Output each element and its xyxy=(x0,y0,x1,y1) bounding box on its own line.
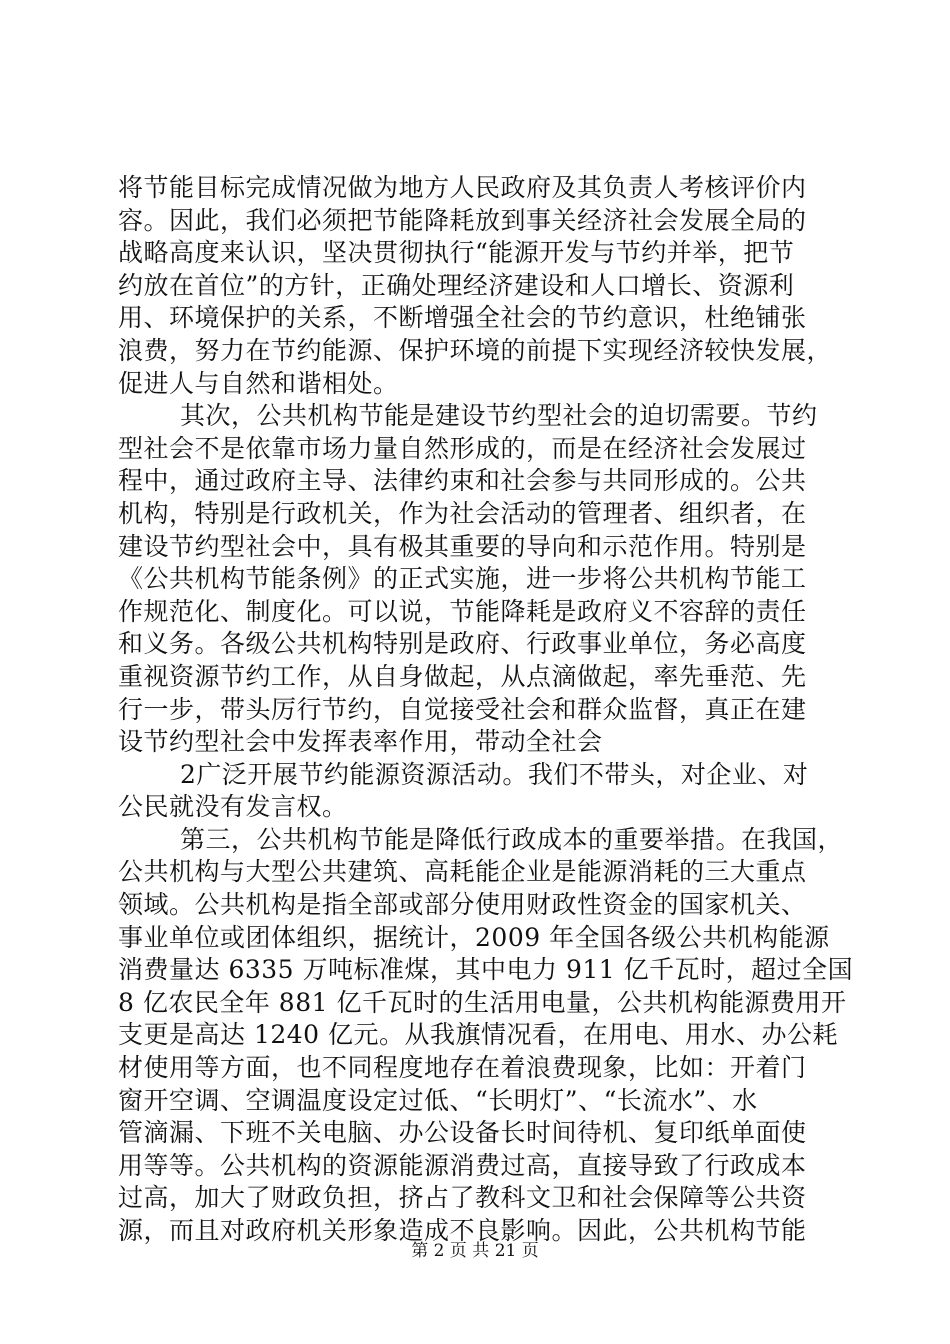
text-line: 公共机构与大型公共建筑、高耗能企业是能源消耗的三大重点 xyxy=(118,857,807,887)
page-number: 第 2 页 共 21 页 xyxy=(411,1241,539,1261)
text-line: 战略高度来认识，坚决贯彻执行“能源开发与节约并举，把节 xyxy=(118,238,795,268)
text-line: 作规范化、制度化。可以说，节能降耗是政府义不容辞的责任 xyxy=(118,596,807,626)
text-line: 8 亿农民全年 881 亿千瓦时的生活用电量，公共机构能源费用开 xyxy=(118,987,847,1017)
page-footer xyxy=(0,1236,950,1261)
text-line: 过高，加大了财政负担，挤占了教科文卫和社会保障等公共资 xyxy=(118,1183,807,1213)
text-line: 管滴漏、下班不关电脑、办公设备长时间待机、复印纸单面使 xyxy=(118,1118,807,1148)
text-line: 行一步，带头厉行节约，自觉接受社会和群众监督，真正在建 xyxy=(118,694,807,724)
text-line: 将节能目标完成情况做为地方人民政府及其负责人考核评价内 xyxy=(118,173,807,202)
text-line: 和义务。各级公共机构特别是政府、行政事业单位，务必高度 xyxy=(118,629,807,659)
text-line: 重视资源节约工作，从自身做起，从点滴做起，率先垂范、先 xyxy=(118,661,807,691)
text-line: 用、环境保护的关系，不断增强全社会的节约意识，杜绝铺张 xyxy=(118,303,807,333)
text-line: 《公共机构节能条例》的正式实施，进一步将公共机构节能工 xyxy=(118,564,807,594)
text-line: 促进人与自然和谐相处。 xyxy=(118,368,399,398)
text-line: 材使用等方面，也不同程度地存在着浪费现象，比如：开着门 xyxy=(118,1053,807,1083)
text-line: 公民就没有发言权。 xyxy=(118,792,348,822)
text-line: 源，而且对政府机关形象造成不良影响。因此，公共机构节能 xyxy=(118,1216,807,1245)
text-line: 机构，特别是行政机关，作为社会活动的管理者、组织者，在 xyxy=(118,498,807,528)
text-line: 容。因此，我们必须把节能降耗放到事关经济社会发展全局的 xyxy=(118,205,807,235)
body-text xyxy=(118,172,854,1248)
text-line: 用等等。公共机构的资源能源消费过高，直接导致了行政成本 xyxy=(118,1150,807,1180)
text-line: 程中，通过政府主导、法律约束和社会参与共同形成的。公共 xyxy=(118,466,807,496)
text-line: 约放在首位”的方针，正确处理经济建设和人口增长、资源利 xyxy=(118,270,795,300)
text-line: 支更是高达 1240 亿元。从我旗情况看，在用电、用水、办公耗 xyxy=(118,1020,839,1050)
paragraph-start-line: 第三，公共机构节能是降低行政成本的重要举措。在我国， xyxy=(180,824,844,854)
text-line: 设节约型社会中发挥表率作用，带动全社会 xyxy=(118,727,603,757)
paragraph-start-line: 2广泛开展节约能源资源活动。我们不带头，对企业、对 xyxy=(180,759,809,789)
text-line: 消费量达 6335 万吨标准煤，其中电力 911 亿千瓦时，超过全国 xyxy=(118,955,854,985)
text-line: 领域。公共机构是指全部或部分使用财政性资金的国家机关、 xyxy=(118,890,807,920)
paragraph-start-line: 其次，公共机构节能是建设节约型社会的迫切需要。节约 xyxy=(180,401,818,431)
text-line: 建设节约型社会中，具有极其重要的导向和示范作用。特别是 xyxy=(118,531,807,561)
text-line: 型社会不是依靠市场力量自然形成的，而是在经济社会发展过 xyxy=(118,433,807,463)
text-line: 窗开空调、空调温度设定过低、“长明灯”、“长流水”、水 xyxy=(118,1085,758,1115)
text-line: 浪费，努力在节约能源、保护环境的前提下实现经济较快发展， xyxy=(118,335,833,365)
text-line: 事业单位或团体组织，据统计，2009 年全国各级公共机构能源 xyxy=(118,922,830,952)
